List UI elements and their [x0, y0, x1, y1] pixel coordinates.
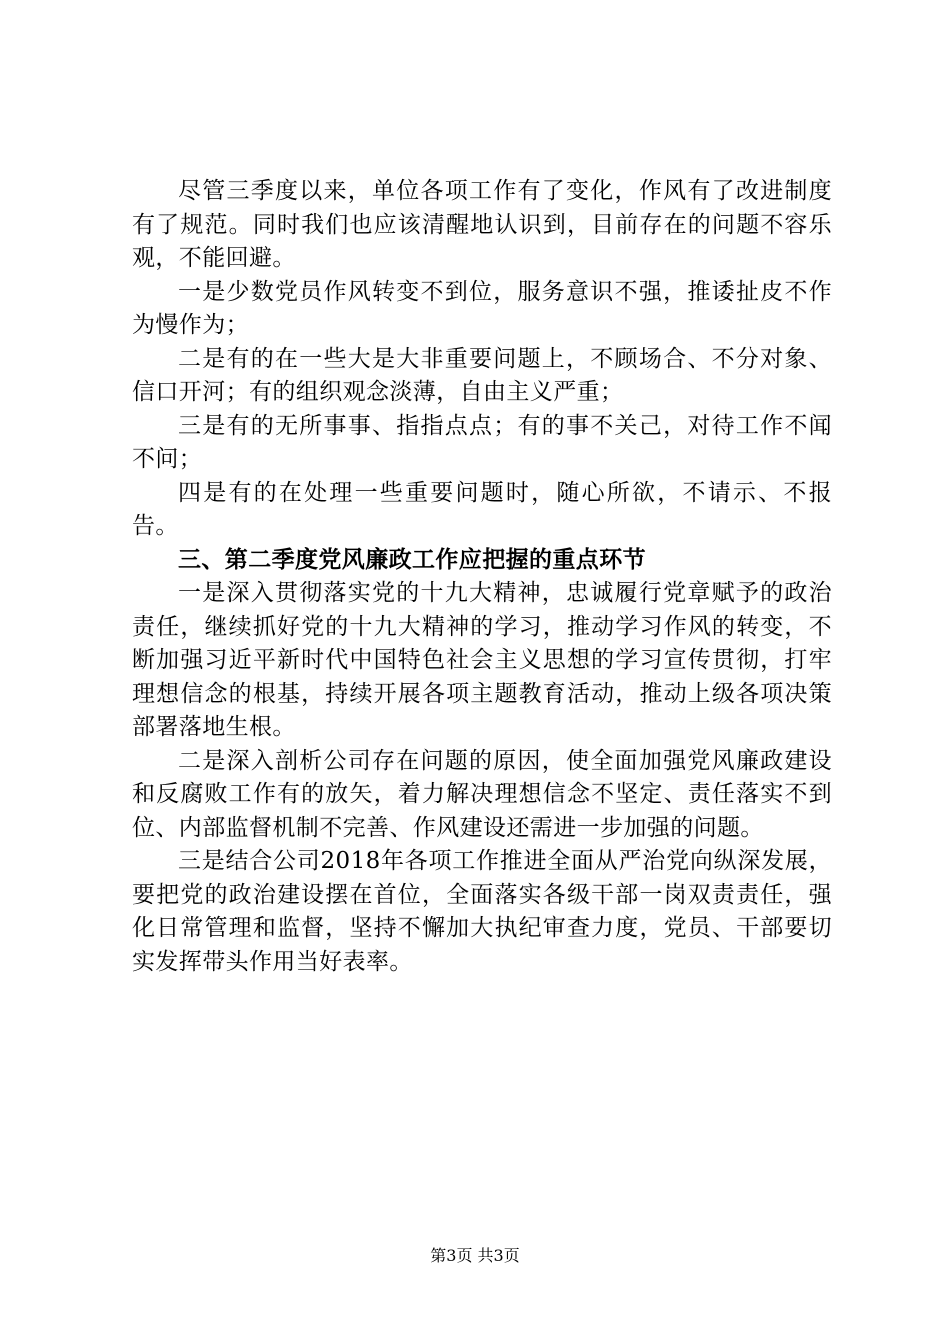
focus-item-2: 二是深入剖析公司存在问题的原因，使全面加强党风廉政建设和反腐败工作有的放矢，着力解决理想信念不坚定、责任落实不到位、内部监督机制不完善、作风建设还需进一步加强的问题。 — [132, 747, 832, 841]
focus-item-1: 一是深入贯彻落实党的十九大精神，忠诚履行党章赋予的政治责任，继续抓好党的十九大精神的学习，推动学习作风的转变，不断加强习近平新时代中国特色社会主义思想的学习宣传贯彻，打牢理想信念的根基，持续开展各项主题教育活动，推动上级各项决策部署落地生根。 — [132, 580, 832, 740]
body-paragraph: 尽管三季度以来，单位各项工作有了变化，作风有了改进制度有了规范。同时我们也应该清醒地认识到，目前存在的问题不容乐观，不能回避。 — [132, 178, 832, 271]
focus-item-3: 三是结合公司2018年各项工作推进全面从严治党向纵深发展，要把党的政治建设摆在首位，全面落实各级干部一岗双责责任，强化日常管理和监督，坚持不懈加大执纪审查力度，党员、干部要切实发挥带头作用当好表率。 — [132, 848, 832, 975]
document-body — [132, 175, 832, 979]
issue-item-1: 一是少数党员作风转变不到位，服务意识不强，推诿扯皮不作为慢作为； — [132, 278, 832, 338]
section-heading: 三、第二季度党风廉政工作应把握的重点环节 — [178, 546, 646, 573]
issue-item-4: 四是有的在处理一些重要问题时，随心所欲，不请示、不报告。 — [132, 479, 832, 539]
issue-item-3: 三是有的无所事事、指指点点；有的事不关己，对待工作不闻不问； — [132, 412, 832, 472]
issue-item-2: 二是有的在一些大是大非重要问题上，不顾场合、不分对象、信口开河；有的组织观念淡薄，自由主义严重； — [132, 345, 832, 405]
page-footer — [0, 1243, 950, 1266]
page-number: 第3页 共3页 — [430, 1246, 520, 1265]
